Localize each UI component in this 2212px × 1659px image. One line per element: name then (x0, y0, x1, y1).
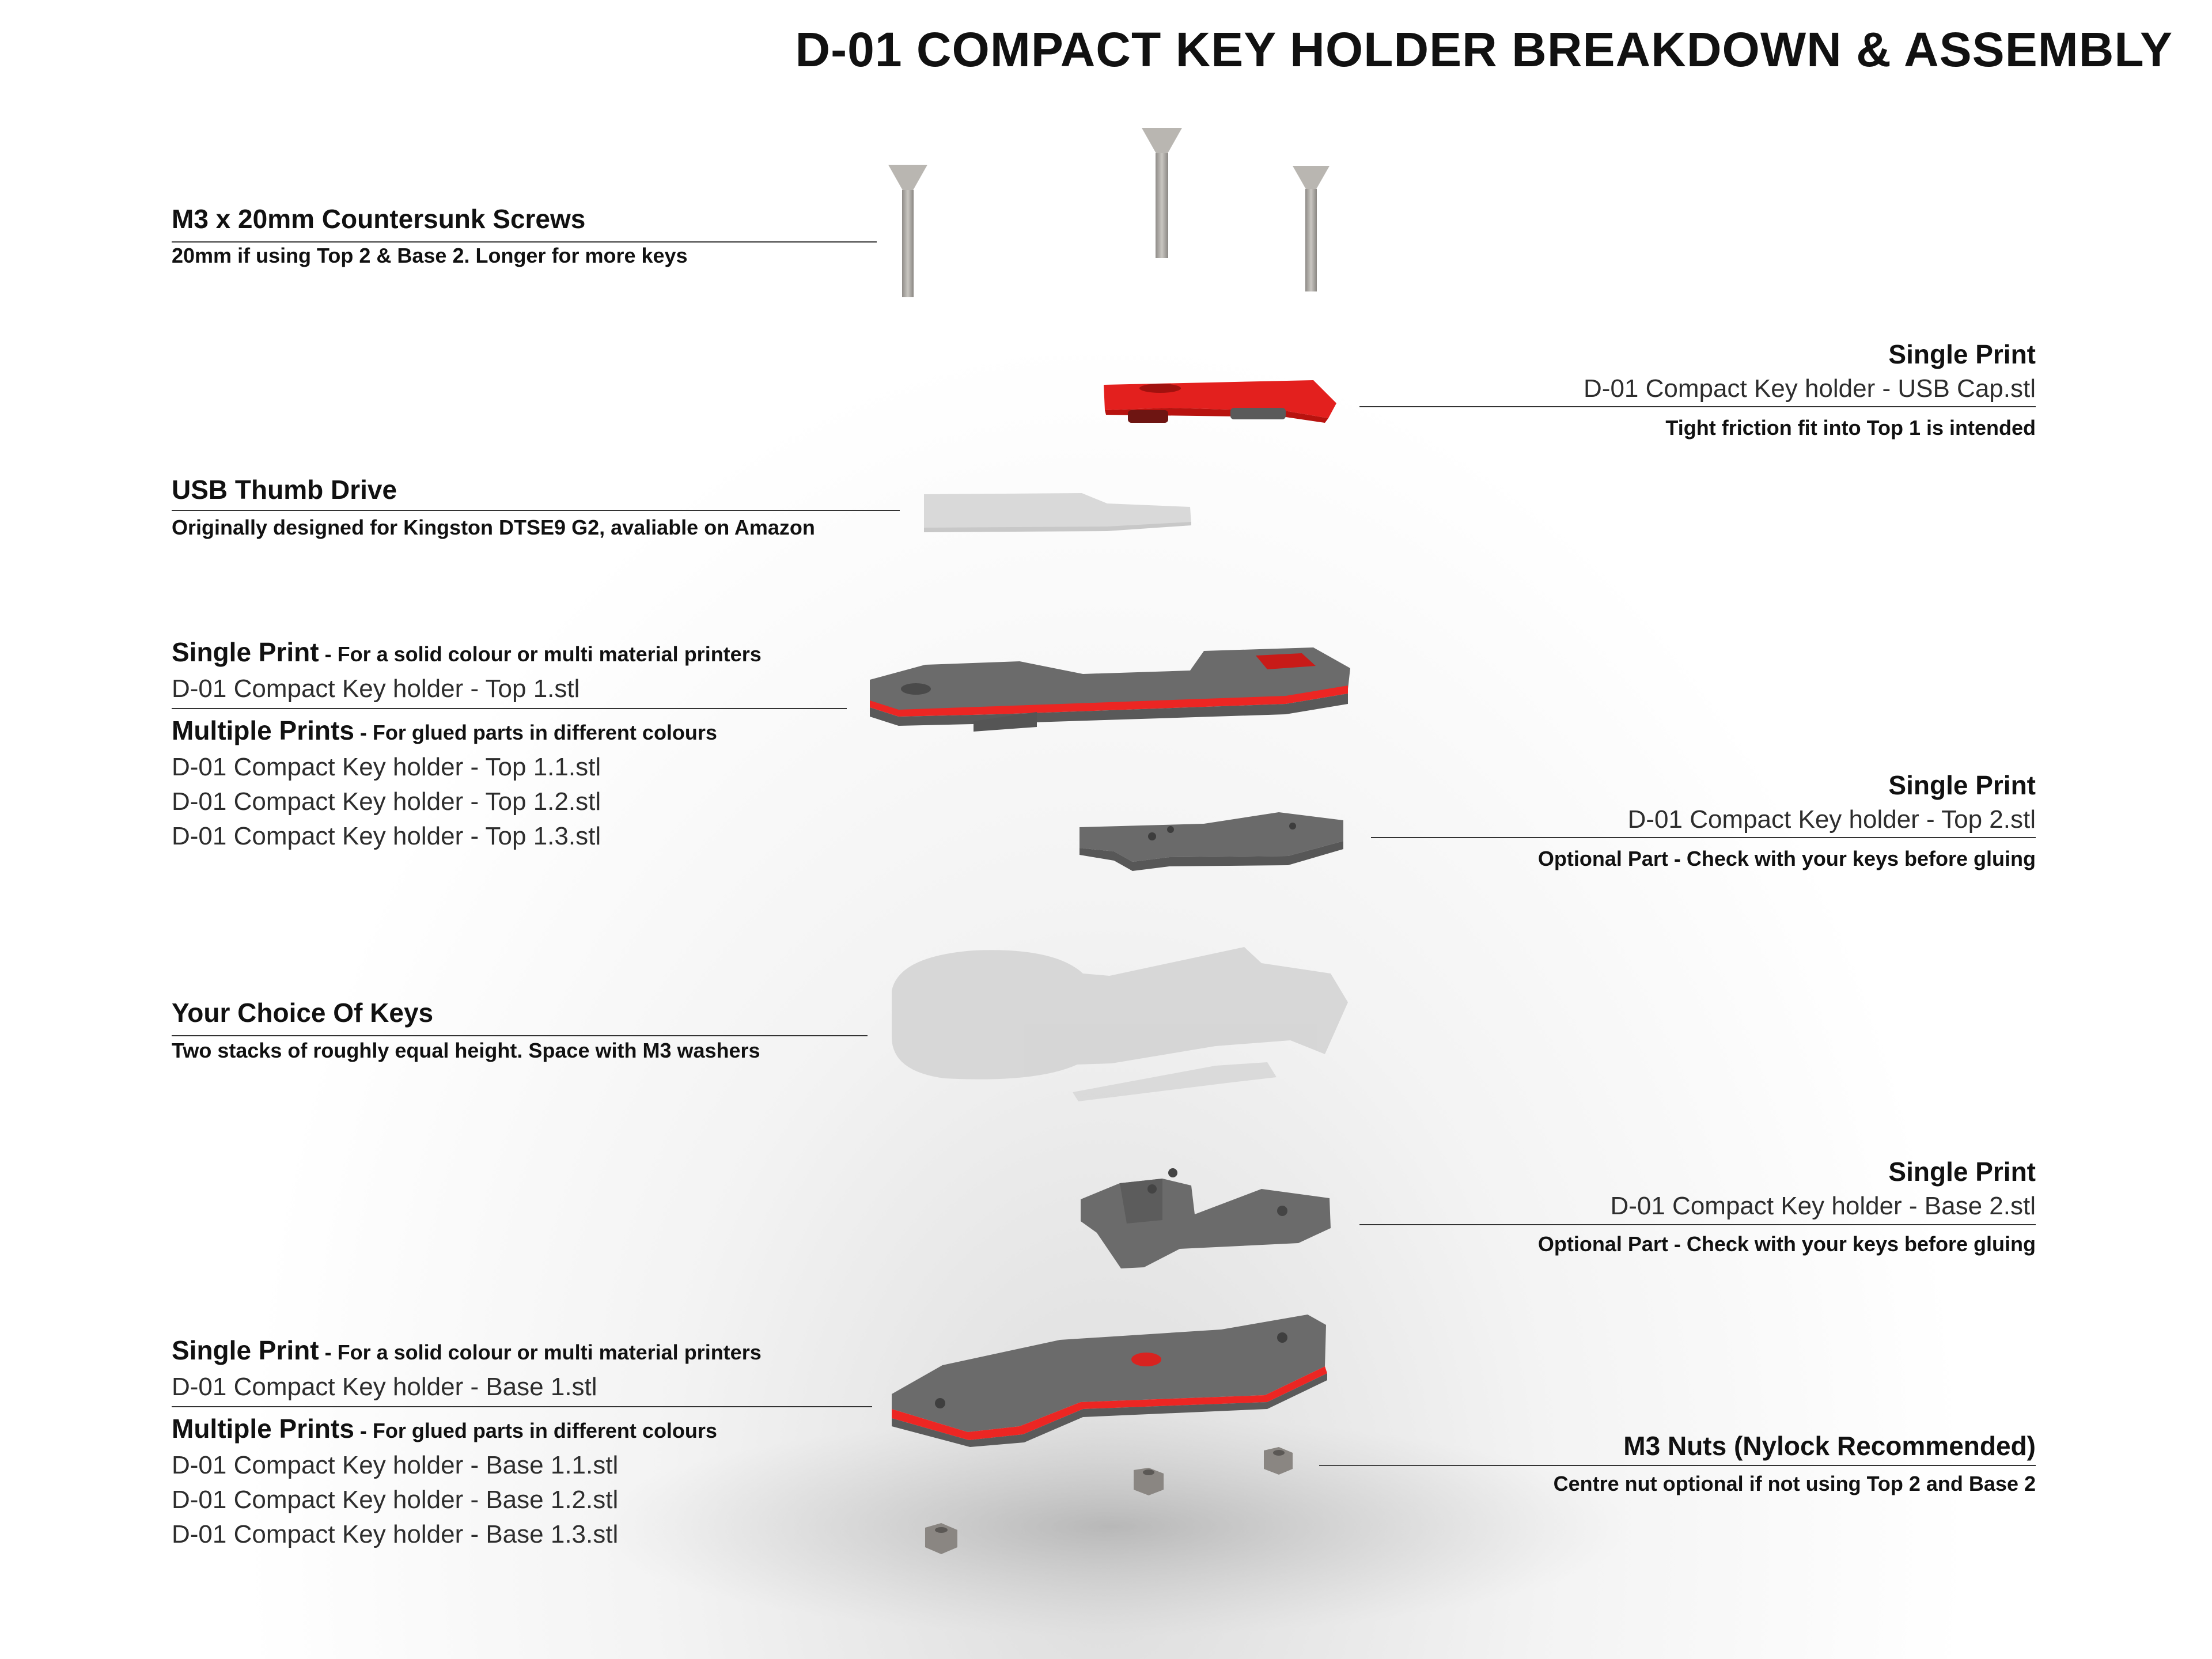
keys-title: Your Choice Of Keys (172, 998, 434, 1028)
screw-middle (1142, 128, 1182, 258)
top2-title: Single Print (1888, 770, 2036, 800)
label-usb-cap (1327, 337, 2036, 443)
top1-single-note: - For a solid colour or multi material printers (319, 642, 762, 666)
base1-file-3: D-01 Compact Key holder - Base 1.3.stl (172, 1520, 619, 1548)
base2-title: Single Print (1888, 1157, 2036, 1187)
base1-file-1: D-01 Compact Key holder - Base 1.1.stl (172, 1451, 619, 1479)
keys-part (892, 947, 1348, 1101)
top1-file-2: D-01 Compact Key holder - Top 1.2.stl (172, 787, 601, 816)
screws-title: M3 x 20mm Countersunk Screws (172, 204, 586, 234)
nuts-subtitle: Centre nut optional if not using Top 2 and Base 2 (1553, 1472, 2036, 1495)
top2-file: D-01 Compact Key holder - Top 2.stl (1627, 805, 2036, 834)
top1-multi-title: Multiple Prints (172, 715, 354, 745)
label-top1 (172, 635, 880, 854)
keys-subtitle: Two stacks of roughly equal height. Space with M3 washers (172, 1039, 760, 1062)
usb-cap-subtitle: Tight friction fit into Top 1 is intended (1665, 416, 2036, 440)
label-keys (172, 995, 880, 1066)
usb-cap-file: D-01 Compact Key holder - USB Cap.stl (1584, 374, 2036, 403)
top1-single-file: D-01 Compact Key holder - Top 1.stl (172, 675, 580, 703)
base2-file: D-01 Compact Key holder - Base 2.stl (1610, 1192, 2036, 1220)
label-base1 (172, 1333, 880, 1552)
label-top2 (1327, 768, 2036, 874)
base1-multi-note: - For glued parts in different colours (354, 1419, 717, 1442)
top1-part (870, 647, 1350, 732)
label-base2 (1327, 1154, 2036, 1259)
top2-part (1080, 812, 1343, 871)
base1-file-2: D-01 Compact Key holder - Base 1.2.stl (172, 1486, 619, 1514)
screws-subtitle: 20mm if using Top 2 & Base 2. Longer for more keys (172, 244, 688, 267)
base2-part (1081, 1168, 1331, 1268)
base2-subtitle: Optional Part - Check with your keys before gluing (1537, 1232, 2036, 1256)
base1-single-note: - For a solid colour or multi material printers (319, 1340, 762, 1364)
base1-single-title: Single Print (172, 1335, 319, 1365)
nut-right (1264, 1447, 1293, 1475)
label-screws (172, 202, 880, 271)
top1-single-title: Single Print (172, 637, 319, 667)
nuts-title: M3 Nuts (Nylock Recommended) (1623, 1431, 2036, 1461)
screw-left (888, 165, 927, 297)
top1-multi-note: - For glued parts in different colours (354, 721, 717, 744)
usb-cap-title: Single Print (1888, 339, 2036, 369)
label-usb-drive (172, 472, 880, 543)
base1-multi-title: Multiple Prints (172, 1414, 354, 1444)
usb-drive-title: USB Thumb Drive (172, 475, 397, 505)
label-nuts (1327, 1429, 2036, 1499)
page-title: D-01 COMPACT KEY HOLDER BREAKDOWN & ASSEMBLY (795, 22, 2173, 77)
nut-centre (1134, 1468, 1164, 1495)
top1-file-1: D-01 Compact Key holder - Top 1.1.stl (172, 753, 601, 781)
usb-drive-part (924, 493, 1191, 532)
top1-file-3: D-01 Compact Key holder - Top 1.3.stl (172, 822, 601, 850)
usb-drive-subtitle: Originally designed for Kingston DTSE9 G2, avaliable on Amazon (172, 516, 815, 539)
screw-right (1293, 166, 1330, 291)
top2-subtitle: Optional Part - Check with your keys before gluing (1537, 847, 2036, 870)
usb-cap-part (1104, 380, 1336, 423)
base1-single-file: D-01 Compact Key holder - Base 1.stl (172, 1373, 597, 1401)
